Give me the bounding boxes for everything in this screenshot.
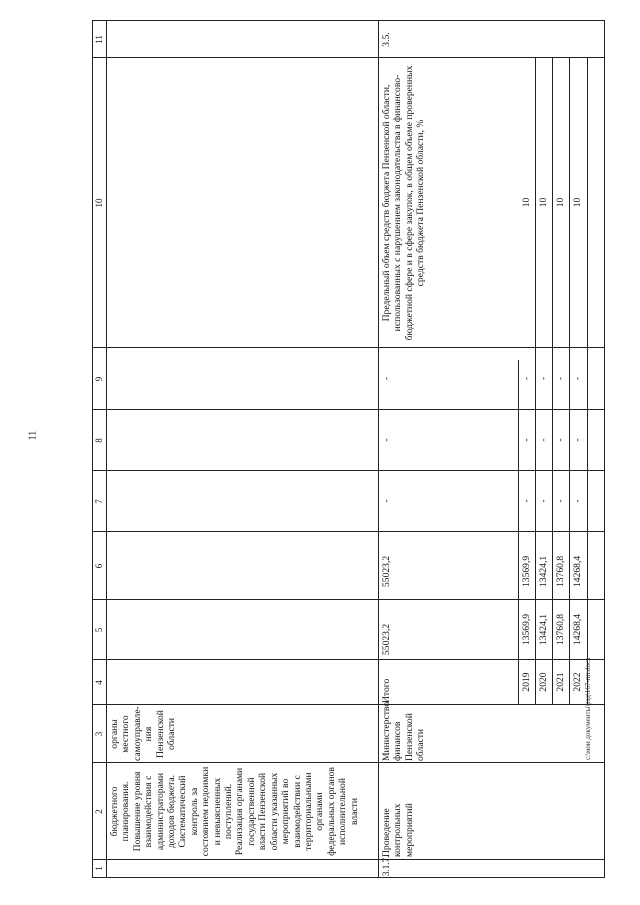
sub-2019-c6: 13569,9 (521, 555, 532, 587)
header-col-8: 8 (94, 438, 104, 443)
sub-2019-year: 2019 (521, 672, 532, 692)
sub-2020-c5: 13424,1 (538, 613, 549, 646)
row-317-col11: 3.5. (381, 32, 392, 47)
sub-2019-c9: - (521, 376, 532, 381)
rule-sub-2019 (518, 360, 519, 705)
header-col-7: 7 (94, 499, 104, 504)
sub-2021-c10: 10 (555, 197, 566, 208)
header-col-2: 2 (94, 809, 104, 814)
sub-total-c8: - (381, 438, 392, 442)
sub-total-label: Итого (381, 678, 392, 703)
col-rule-3 (93, 704, 604, 705)
sub-2019-c10: 10 (521, 197, 532, 208)
header-col-9: 9 (94, 376, 104, 382)
rule-row-317 (378, 21, 379, 877)
col-rule-6 (93, 531, 604, 532)
sub-2020-c8: - (538, 438, 549, 442)
sub-2021-c7: - (555, 499, 566, 503)
sub-2022-year: 2022 (572, 672, 583, 692)
page-number: 11 (27, 430, 39, 441)
row-317-number: 3.1.7. (381, 855, 391, 876)
sub-2022-c7: - (572, 499, 583, 503)
sub-total-c6: 55023,2 (381, 555, 392, 587)
top-col2-text: бюджетного планирования. Повышение уровня взаимодействия с администраторами доходов бюджета. Систематический контроль за состоянием недоимки и невыясненных поступлений. Реализация органами государственной власти Пензенской области указанных мероприятий во взаимодействии с территориальными органами федеральных органов исполнительной власти (109, 766, 360, 857)
sub-2020-c9: - (538, 376, 549, 381)
header-col-4: 4 (94, 680, 104, 685)
header-col-1: 1 (94, 866, 104, 871)
sub-2019-c5: 13569,9 (521, 613, 532, 646)
rule-sub-2020 (535, 58, 536, 705)
sub-2019-c8: - (521, 438, 532, 442)
sub-2021-year: 2021 (555, 672, 566, 692)
header-col-5: 5 (94, 627, 104, 633)
col-rule-1 (93, 859, 604, 860)
row-317-executor: Министерство финансов Пензенской области (381, 701, 427, 761)
sub-2020-year: 2020 (538, 672, 549, 692)
sub-2021-c9: - (555, 376, 566, 381)
sub-2019-c7: - (521, 499, 532, 503)
row-317-indicator: Предельный объем средств бюджета Пензенской области, использованных с нарушением законодательства в финансово-бюджетной сфере и в сфере закупок, в общем объеме проверенных средств бюджета Пензенской области, % (381, 65, 427, 341)
rule-sub-2021 (552, 58, 553, 705)
sub-total-c9: - (381, 376, 392, 381)
sub-2022-c9: - (572, 376, 583, 381)
rule-sub-2022 (569, 58, 570, 705)
sub-2022-c8: - (572, 438, 583, 442)
header-col-6: 6 (94, 563, 104, 569)
rule-header (106, 21, 107, 877)
top-col3-text: органы местного самоуправле-ния Пензенской области (109, 706, 178, 761)
sub-2022-c10: 10 (572, 197, 583, 208)
sub-total-c7: - (381, 499, 392, 503)
sub-2021-c6: 13760,8 (555, 555, 566, 587)
sub-2020-c6: 13424,1 (538, 555, 549, 587)
col-rule-2 (93, 762, 604, 763)
rule-sub-end (587, 58, 588, 705)
sub-2020-c7: - (538, 499, 549, 503)
row-317-measure: Проведение контрольных мероприятий (381, 803, 415, 857)
rotated-table-wrapper (92, 20, 605, 878)
sub-2021-c5: 13760,8 (555, 613, 566, 646)
header-col-11: 11 (94, 35, 104, 44)
sub-total-c5: 55023,2 (381, 623, 392, 655)
sub-2022-c5: 14268,4 (572, 613, 583, 646)
sub-2020-c10: 10 (538, 197, 549, 208)
footer-file-path: c:\мои документы\рзд\167-пп.docx (584, 657, 592, 760)
sub-2021-c8: - (555, 438, 566, 442)
header-col-3: 3 (94, 731, 104, 737)
program-table (92, 20, 605, 878)
sub-2022-c6: 14268,4 (572, 555, 583, 587)
header-col-10: 10 (94, 198, 104, 208)
